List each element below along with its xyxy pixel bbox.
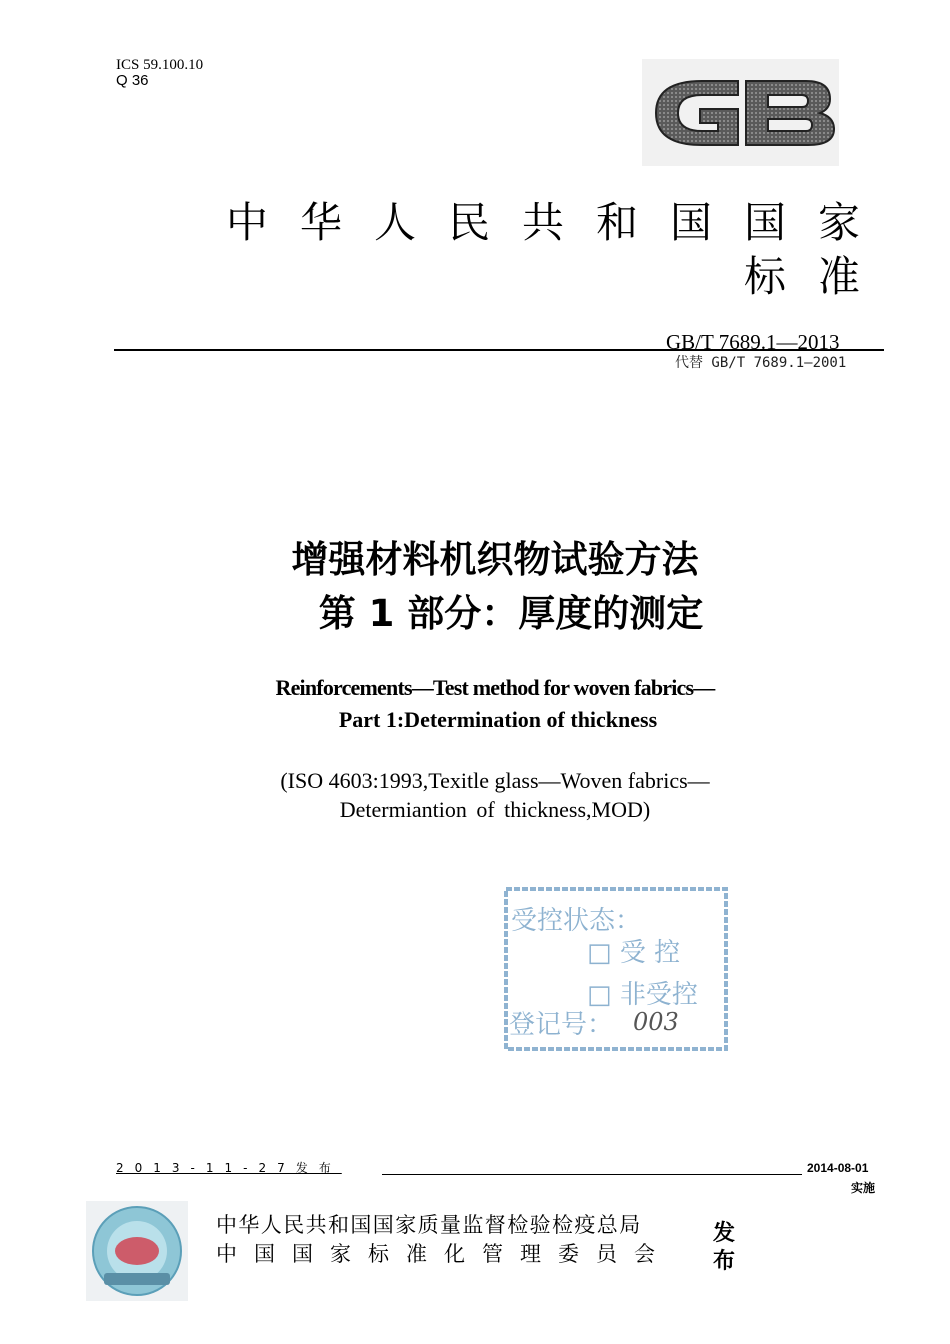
stamp-controlled: □ 受 控 bbox=[587, 938, 681, 968]
issue-date: 2013-11-27发布 bbox=[116, 1161, 342, 1175]
chinese-title-line2: 第 1 部分：厚度的测定 bbox=[318, 592, 704, 635]
stamp-reg-label: 登记号： bbox=[509, 1010, 614, 1040]
anti-counterfeit-seal-icon bbox=[86, 1201, 188, 1301]
footer-rule bbox=[382, 1174, 802, 1175]
gb-logo-icon bbox=[642, 59, 839, 166]
issuer-aqsiq: 中华人民共和国国家质量监督检验检疫总局 bbox=[216, 1213, 642, 1237]
header-rule bbox=[114, 349, 884, 351]
effective-date: 2014-08-01 bbox=[807, 1161, 869, 1175]
ccs-code: Q 36 bbox=[116, 72, 149, 89]
stamp-uncontrolled: □ 非受控 bbox=[587, 980, 698, 1010]
publish-label: 发布 bbox=[713, 1221, 736, 1274]
chinese-title-line1: 增强材料机织物试验方法 bbox=[291, 538, 699, 581]
issuer-sac: 中国国家标准化管理委员会 bbox=[216, 1242, 672, 1266]
standard-number: GB/T 7689.1—2013 bbox=[666, 330, 840, 354]
iso-reference-line2: Determiantion of thickness,MOD) bbox=[339, 797, 651, 822]
replaces-standard: 代替 GB/T 7689.1—2001 bbox=[675, 355, 847, 371]
control-stamp bbox=[503, 886, 729, 1052]
stamp-reg-number: 003 bbox=[633, 1008, 679, 1036]
iso-reference-line1: (ISO 4603:1993,Texitle glass—Woven fabrics— bbox=[280, 768, 710, 793]
stamp-status-label: 受控状态： bbox=[511, 906, 642, 936]
english-title-line2: Part 1:Determination of thickness bbox=[338, 707, 658, 732]
national-standard-title: 中华人民共和国国家标准 bbox=[225, 198, 892, 301]
english-title-line1: Reinforcements—Test method for woven fabrics— bbox=[275, 675, 715, 700]
effective-label: 实施 bbox=[851, 1181, 876, 1195]
ics-code: ICS 59.100.10 bbox=[116, 57, 204, 73]
